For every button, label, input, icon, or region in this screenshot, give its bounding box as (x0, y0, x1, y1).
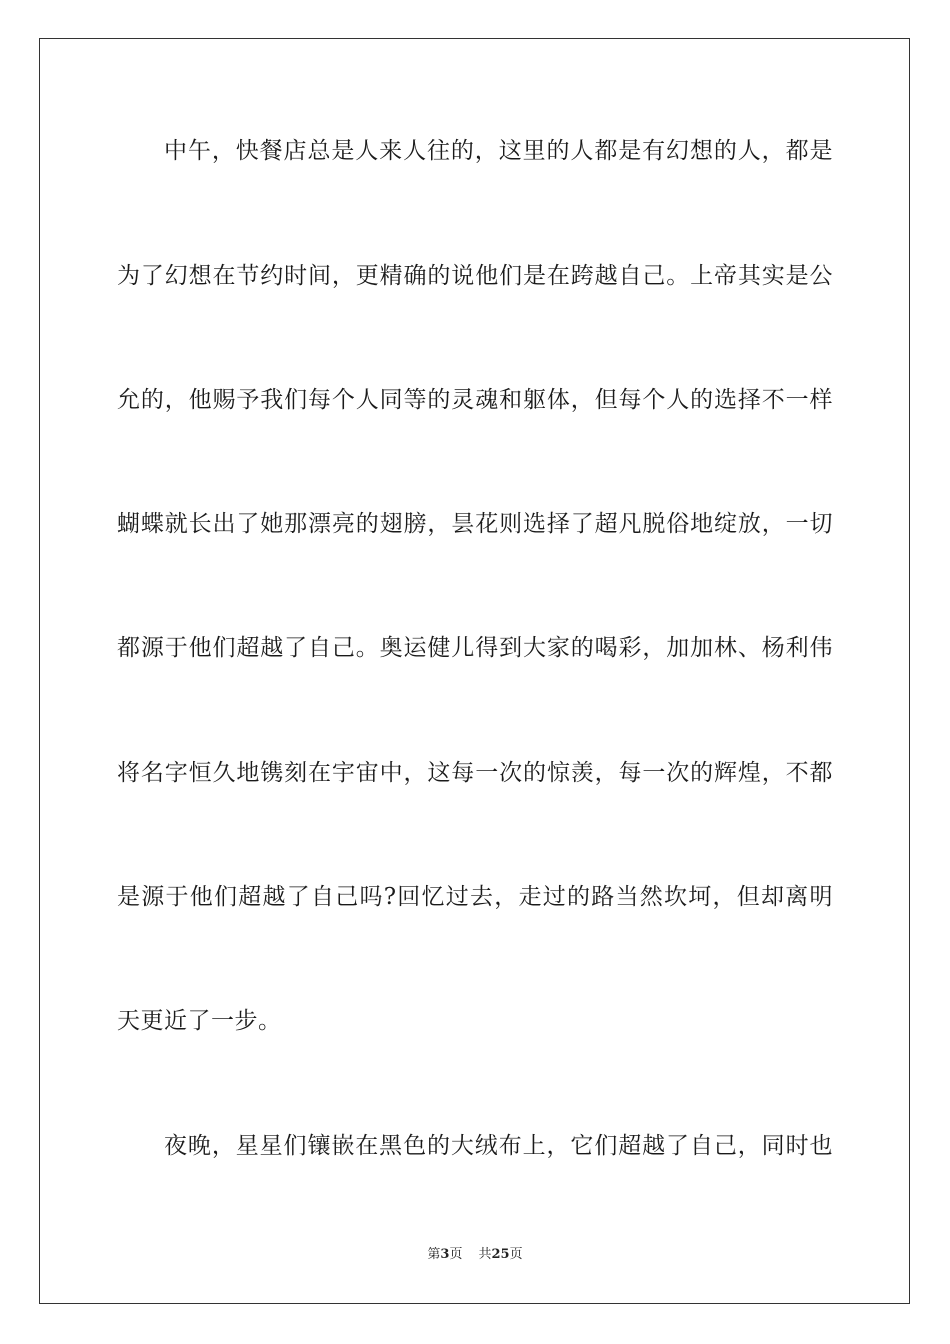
paragraph-line-3: 允的，他赐予我们每个人同等的灵魂和躯体，但每个人的选择不一样 (117, 387, 833, 413)
page-footer (0, 1246, 950, 1264)
page-total-prefix: 共 (478, 1247, 492, 1262)
paragraph-line-8: 天更近了一步。 (117, 1008, 282, 1034)
page-number-current: 3 (440, 1247, 450, 1262)
page-number-suffix: 页 (449, 1247, 463, 1262)
paragraph-line-5: 都源于他们超越了自己。奥运健儿得到大家的喝彩，加加林、杨利伟 (117, 635, 833, 661)
page-total-count: 25 (491, 1247, 510, 1262)
page-number-prefix: 第 (427, 1247, 441, 1262)
paragraph-line-6: 将名字恒久地镌刻在宇宙中，这每一次的惊羡，每一次的辉煌，不都 (117, 760, 833, 786)
paragraph-line-2: 为了幻想在节约时间，更精确的说他们是在跨越自己。上帝其实是公 (117, 263, 833, 289)
page-border (39, 38, 910, 1304)
paragraph-line-9: 夜晚，星星们镶嵌在黑色的大绒布上，它们超越了自己，同时也 (164, 1133, 833, 1159)
paragraph-line-4: 蝴蝶就长出了她那漂亮的翅膀，昙花则选择了超凡脱俗地绽放，一切 (117, 511, 833, 537)
paragraph-line-7: 是源于他们超越了自己吗?回忆过去，走过的路当然坎坷，但却离明 (117, 884, 833, 910)
page-total-suffix: 页 (509, 1247, 523, 1262)
paragraph-line-1: 中午，快餐店总是人来人往的，这里的人都是有幻想的人，都是 (164, 138, 833, 164)
